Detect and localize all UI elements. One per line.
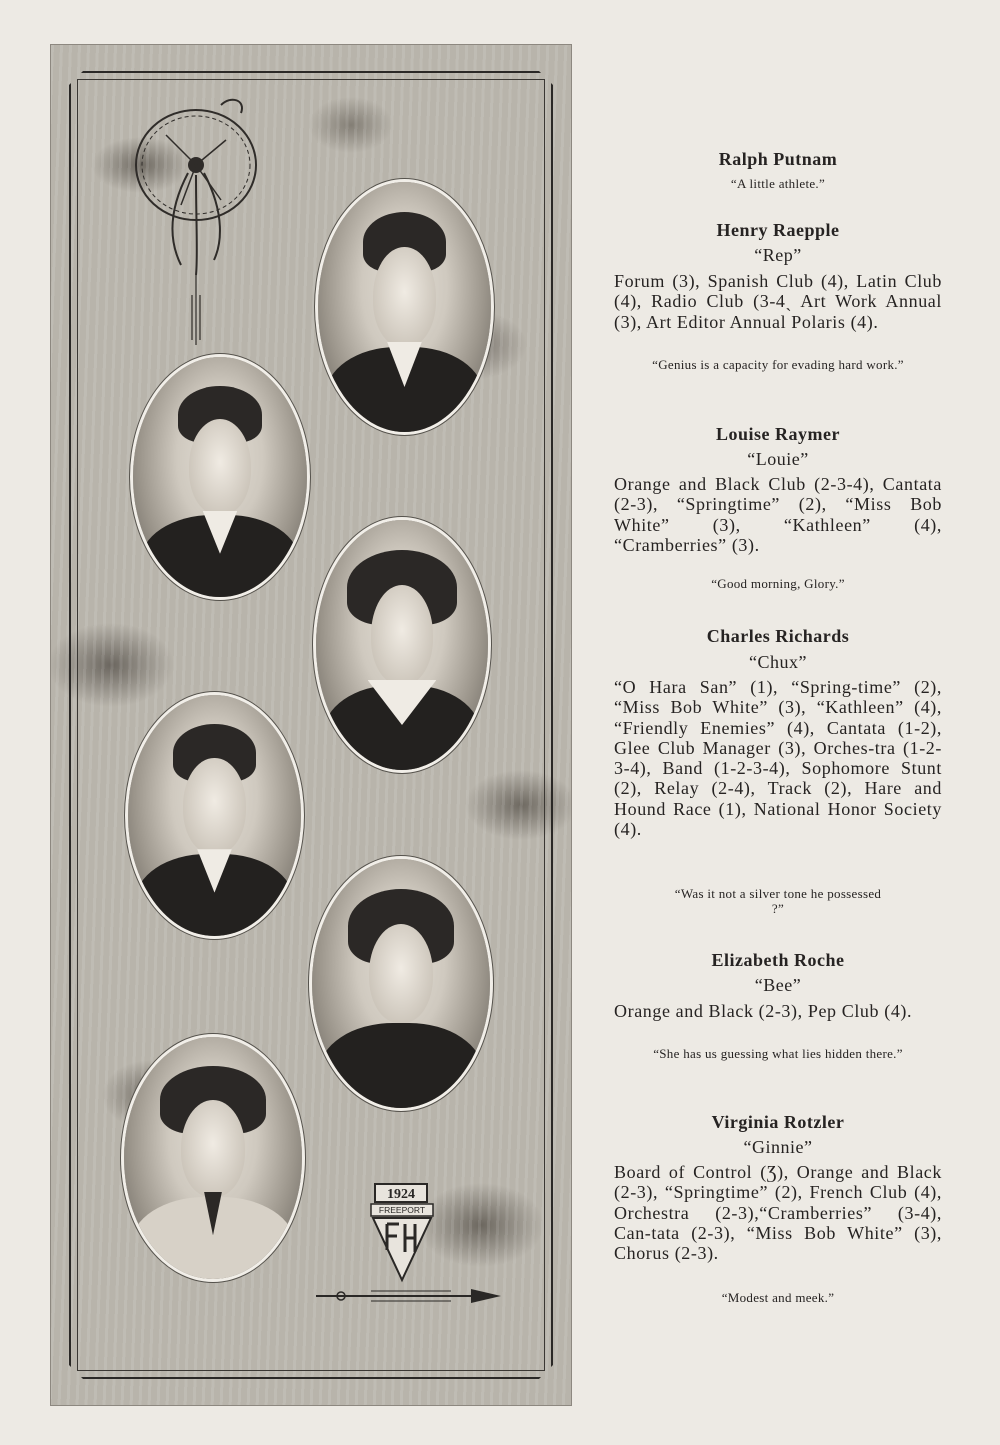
portrait-charles-richards [128, 695, 301, 936]
portrait-virginia-rotzler [124, 1037, 302, 1279]
emblem-year: 1924 [387, 1187, 415, 1202]
student-activities: Orange and Black Club (2-3-4), Cantata (2-3), “Springtime” (2), “Miss Bob White” (3), “Kathleen” (4), “Cramberries” (3). [614, 474, 942, 555]
portrait-panel [50, 44, 572, 1406]
student-quote: “A little athlete.” [730, 176, 826, 191]
student-name: Ralph Putnam [718, 149, 838, 169]
student-name: Louise Raymer [716, 424, 840, 444]
student-activities: Forum (3), Spanish Club (4), Latin Club (4), Radio Club (3-4ˎ Art Work Annual (3), Art Editor Annual Polaris (4). [614, 271, 942, 332]
student-name: Elizabeth Roche [711, 950, 845, 970]
student-quote: “Was it not a silver tone he possessed ?” [674, 886, 882, 916]
student-quote: “She has us guessing what lies hidden there.” [653, 1046, 903, 1061]
student-activities: Board of Control (Ʒ), Orange and Black (2-3), “Springtime” (2), French Club (4), Orchestra (2-3),“Cramberries” (3-4), Can-tata (2-3), “Miss Bob White” (3), Chorus (2-3). [614, 1162, 942, 1264]
student-quote: “Good morning, Glory.” [711, 576, 845, 591]
student-nickname: “Ginnie” [743, 1137, 813, 1157]
student-nickname: “Rep” [754, 245, 802, 265]
portrait-elizabeth-roche [312, 859, 490, 1108]
portrait-henry-raepple [133, 357, 307, 597]
student-activities: Orange and Black (2-3), Pep Club (4). [614, 1001, 913, 1021]
portrait-louise-raymer [316, 520, 488, 770]
pen-ornament-icon [311, 1281, 511, 1311]
student-nickname: “Chux” [749, 652, 807, 672]
portrait-ralph-putnam [318, 182, 491, 432]
student-name: Henry Raepple [716, 220, 840, 240]
student-quote: “Modest and meek.” [721, 1290, 835, 1305]
student-name: Charles Richards [706, 626, 850, 646]
student-nickname: “Louie” [747, 449, 809, 469]
dreamcatcher-ornament-icon [126, 95, 266, 355]
student-quote: “Genius is a capacity for evading hard work.” [652, 357, 904, 372]
emblem-school: FREEPORT [378, 1205, 426, 1215]
student-name: Virginia Rotzler [711, 1112, 845, 1132]
student-activities: “O Hara San” (1), “Spring-time” (2), “Miss Bob White” (3), “Kathleen” (4), “Friendly Enemies” (4), Cantata (1-2), Glee Club Manager (3), Orches-tra (1-2-3-4), Band (1-2-3-4), Sophomore Stunt (2), Relay (2-4), Track (2), Hare and Hound Race (1), National Honor Society (4). [614, 677, 942, 840]
student-nickname: “Bee” [754, 975, 802, 995]
